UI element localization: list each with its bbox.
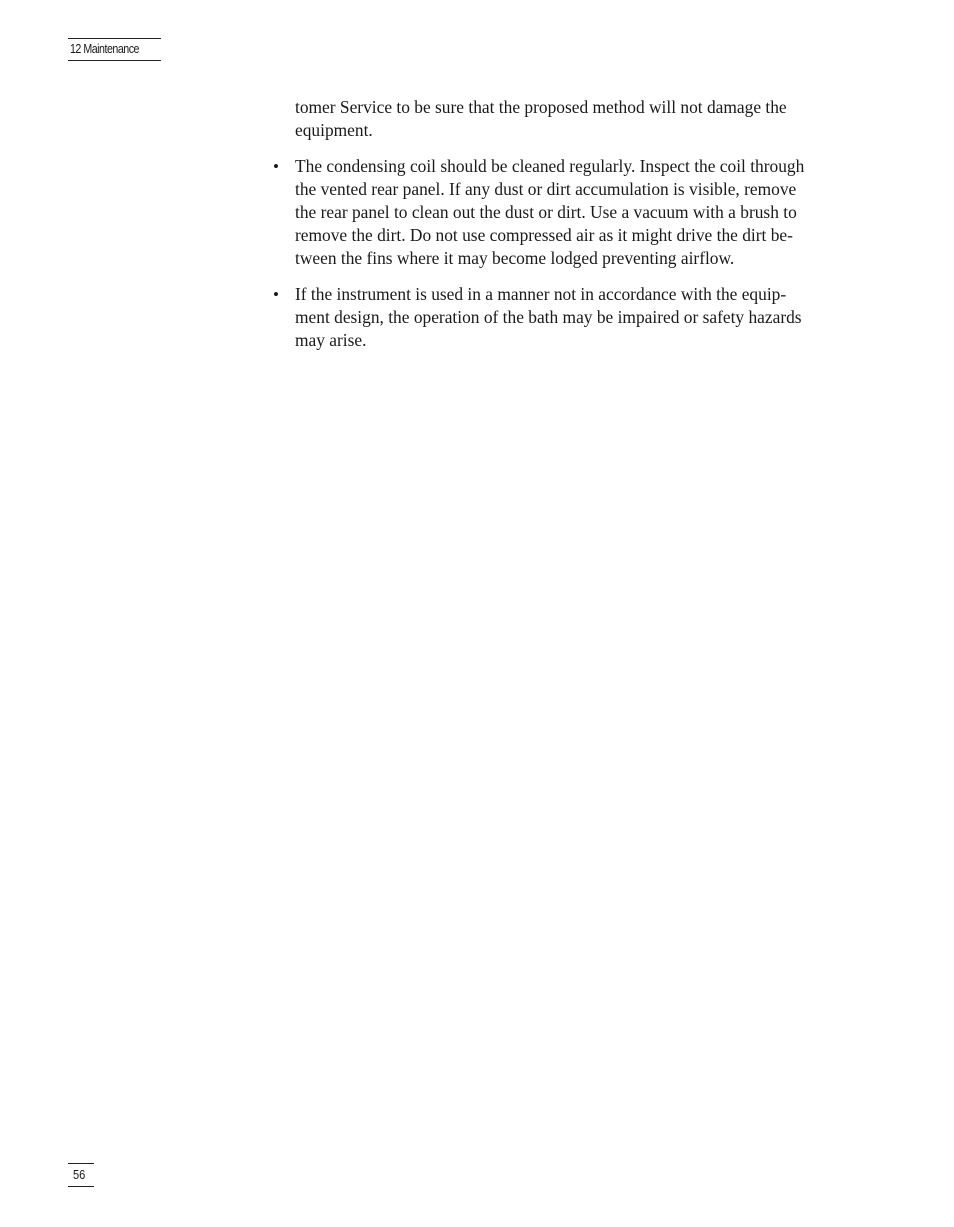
bullet-line: the rear panel to clean out the dust or dirt. Use a vacuum with a brush to: [295, 202, 797, 222]
running-header: [68, 38, 161, 61]
bullet-icon: •: [273, 285, 279, 304]
bullet-item-condensing-coil: [273, 155, 860, 270]
paragraph-line: equipment.: [295, 120, 373, 140]
bullet-item-safety-hazards: [273, 283, 860, 352]
section-title: 12 Maintenance: [70, 41, 139, 56]
main-text-column: [273, 96, 860, 352]
bullet-line: the vented rear panel. If any dust or dirt accumulation is visible, remove: [295, 179, 797, 199]
bullet-line: may arise.: [295, 330, 367, 350]
bullet-line: If the instrument is used in a manner not in accordance with the equip-: [295, 284, 787, 304]
bullet-line: ment design, the operation of the bath may be impaired or safety hazards: [295, 307, 802, 327]
page-number-box: [68, 1163, 94, 1187]
page-number: 56: [73, 1167, 86, 1182]
continued-paragraph: [295, 96, 860, 142]
paragraph-line: tomer Service to be sure that the proposed method will not damage the: [295, 97, 787, 117]
bullet-line: remove the dirt. Do not use compressed air as it might drive the dirt be-: [295, 225, 793, 245]
bullet-line: tween the fins where it may become lodged preventing airflow.: [295, 248, 735, 268]
bullet-line: The condensing coil should be cleaned regularly. Inspect the coil through: [295, 156, 805, 176]
bullet-icon: •: [273, 157, 279, 176]
